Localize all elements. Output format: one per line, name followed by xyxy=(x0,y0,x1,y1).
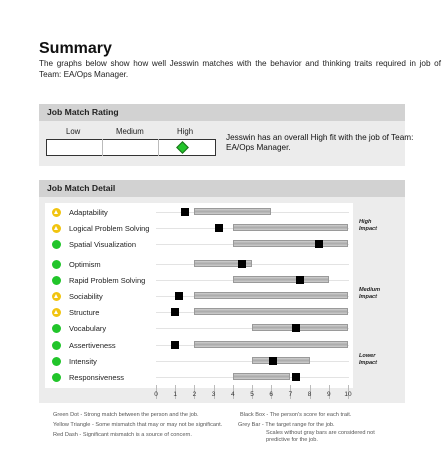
score-marker xyxy=(292,324,300,332)
trait-row xyxy=(45,273,353,287)
impact-label: Medium Impact xyxy=(359,287,381,300)
axis-tick-label: 8 xyxy=(307,391,312,398)
impact-label: Lower Impact xyxy=(359,353,378,366)
trait-row xyxy=(45,370,353,384)
score-marker xyxy=(171,308,179,316)
rating-summary-text: Jesswin has an overall High fit with the job of Team: EA/Ops Manager. xyxy=(226,133,414,152)
trait-row xyxy=(45,289,353,303)
green-dot-icon xyxy=(52,357,61,366)
target-range-bar xyxy=(194,341,348,348)
green-dot-icon xyxy=(52,324,61,333)
trait-label: Rapid Problem Solving xyxy=(69,276,146,285)
legend-yellow: Yellow Triangle - Some mismatch that may or may not be significant. xyxy=(53,422,223,428)
score-marker xyxy=(315,240,323,248)
score-marker xyxy=(296,276,304,284)
target-range-bar xyxy=(252,357,310,364)
score-marker xyxy=(215,224,223,232)
summary-intro: The graphs below show how well Jesswin matches with the behavior and thinking traits required in job of Team: EA/Ops Manager. xyxy=(39,59,441,79)
axis-tick-label: 6 xyxy=(269,391,273,398)
detail-panel-header: Job Match Detail xyxy=(39,180,405,197)
green-dot-icon xyxy=(52,341,61,350)
axis-tick-label: 2 xyxy=(192,391,197,398)
axis-tick-label: 9 xyxy=(326,391,331,398)
score-marker xyxy=(181,208,189,216)
trait-row xyxy=(45,257,353,271)
green-dot-icon xyxy=(52,373,61,382)
target-range-bar xyxy=(233,373,291,380)
trait-label: Optimism xyxy=(69,260,101,269)
axis-tick-label: 10 xyxy=(344,391,352,398)
impact-label: High Impact xyxy=(359,219,378,232)
rating-scale-bar xyxy=(46,139,216,156)
trait-row xyxy=(45,338,353,352)
score-marker xyxy=(175,292,183,300)
trait-row xyxy=(45,205,353,219)
target-range-bar xyxy=(233,224,348,231)
trait-scale-track xyxy=(156,264,349,265)
green-dot-icon xyxy=(52,276,61,285)
score-marker xyxy=(269,357,277,365)
trait-label: Vocabulary xyxy=(69,324,107,333)
axis-tick-label: 7 xyxy=(288,391,293,398)
trait-row xyxy=(45,354,353,368)
trait-label: Intensity xyxy=(69,357,97,366)
target-range-bar xyxy=(233,276,329,283)
trait-label: Responsiveness xyxy=(69,373,125,382)
axis-tick-label: 3 xyxy=(211,391,216,398)
yellow-triangle-icon xyxy=(52,292,61,301)
rating-label-medium: Medium xyxy=(116,127,144,136)
legend-black: Black Box - The person's score for each trait. xyxy=(240,412,352,418)
green-dot-icon xyxy=(52,260,61,269)
target-range-bar xyxy=(194,308,348,315)
axis-tick-label: 0 xyxy=(154,391,158,398)
rating-panel-header: Job Match Rating xyxy=(39,104,405,121)
legend-green: Green Dot - Strong match between the person and the job. xyxy=(53,412,199,418)
yellow-triangle-icon xyxy=(52,208,61,217)
trait-row xyxy=(45,237,353,251)
green-dot-icon xyxy=(52,240,61,249)
trait-row xyxy=(45,321,353,335)
axis-tick-label: 4 xyxy=(230,391,235,398)
trait-label: Sociability xyxy=(69,292,103,301)
trait-row xyxy=(45,305,353,319)
target-range-bar xyxy=(194,292,348,299)
score-marker xyxy=(238,260,246,268)
score-marker xyxy=(171,341,179,349)
axis-tick-label: 5 xyxy=(250,391,254,398)
score-marker xyxy=(292,373,300,381)
legend-gray: Grey Bar - The target range for the job. xyxy=(238,422,335,428)
trait-row xyxy=(45,221,353,235)
trait-label: Logical Problem Solving xyxy=(69,224,150,233)
target-range-bar xyxy=(233,240,348,247)
yellow-triangle-icon xyxy=(52,308,61,317)
trait-label: Assertiveness xyxy=(69,341,116,350)
legend-note: Scales without gray bars are considered not predictive for the job. xyxy=(266,430,375,443)
rating-scale-divider xyxy=(158,139,159,156)
trait-label: Spatial Visualization xyxy=(69,240,136,249)
yellow-triangle-icon xyxy=(52,224,61,233)
target-range-bar xyxy=(194,208,271,215)
rating-label-low: Low xyxy=(66,127,81,136)
trait-label: Structure xyxy=(69,308,100,317)
rating-scale-divider xyxy=(102,139,103,156)
axis-tick-label: 1 xyxy=(173,391,177,398)
rating-label-high: High xyxy=(177,127,194,136)
trait-label: Adaptability xyxy=(69,208,108,217)
page-title: Summary xyxy=(39,40,112,57)
legend-red: Red Dash - Significant mismatch is a source of concern. xyxy=(53,432,192,438)
